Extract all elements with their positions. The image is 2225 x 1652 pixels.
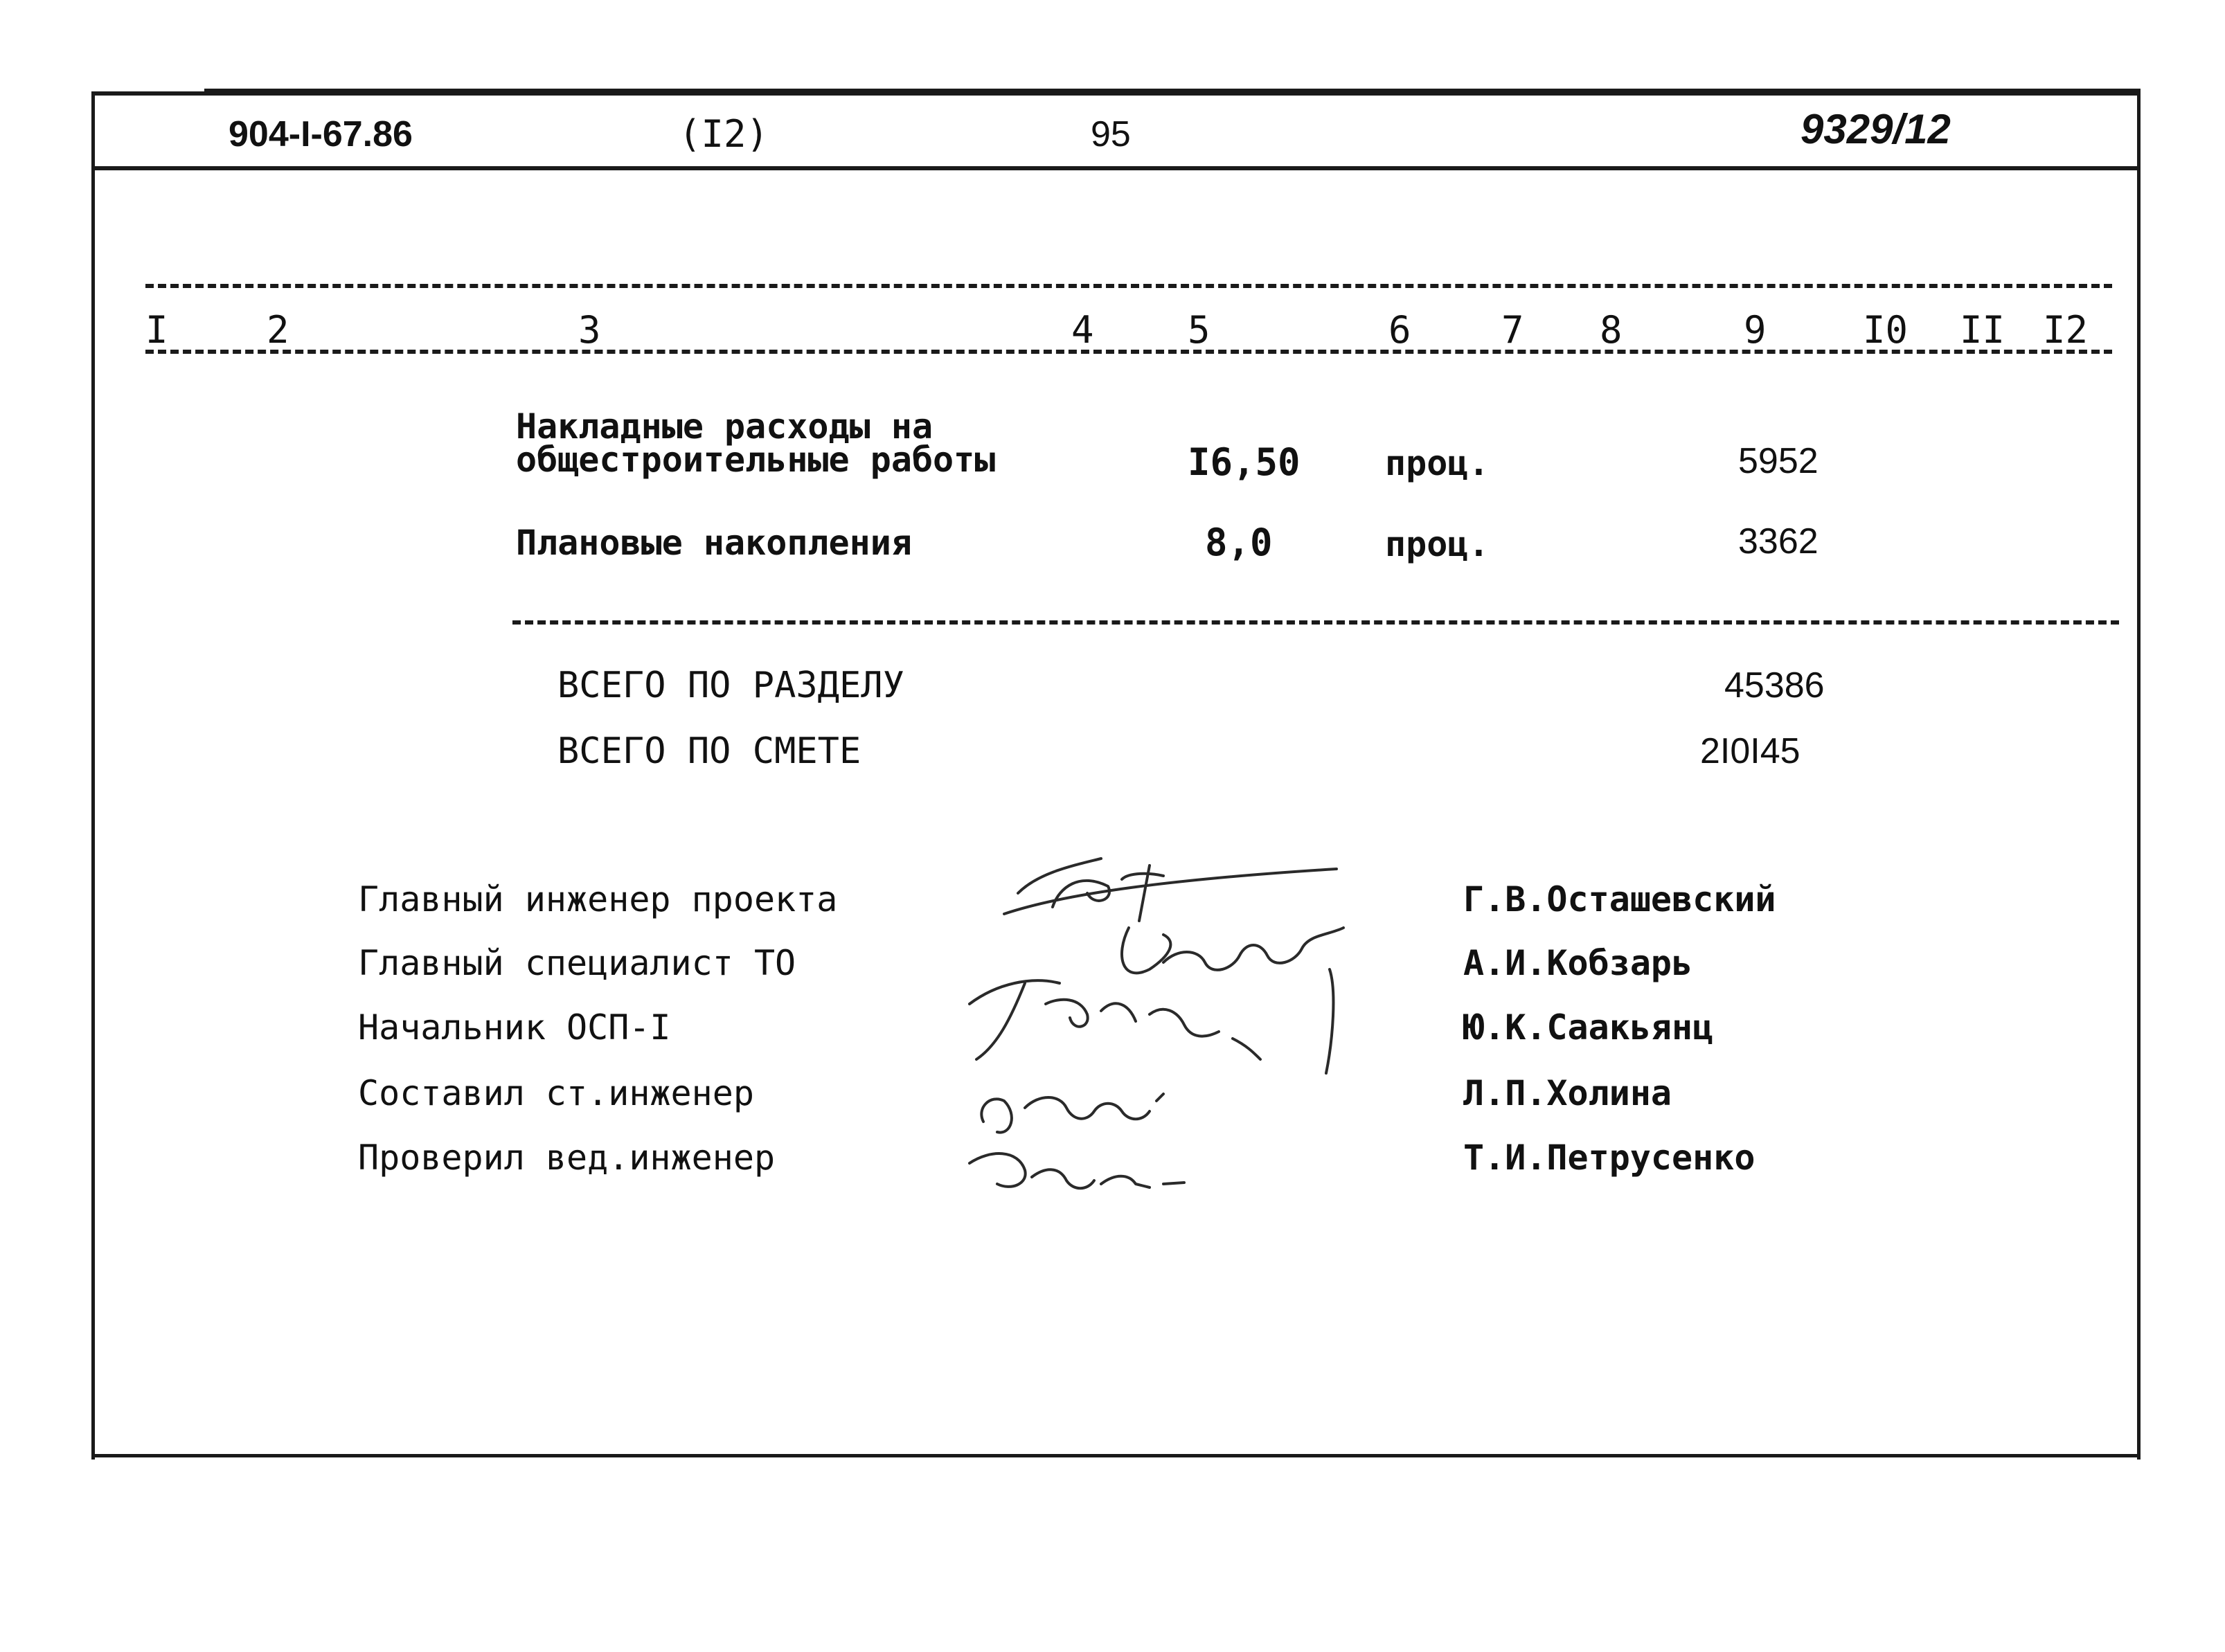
column-number: 2 (267, 308, 289, 352)
column-number: 5 (1188, 308, 1210, 352)
approval-role: Проверил вед.инженер (358, 1138, 776, 1178)
row-description-line1: Накладные расходы на (516, 406, 933, 447)
total-amount: 45386 (1724, 665, 1825, 706)
approval-name: Г.В.Осташевский (1463, 879, 1776, 919)
archive-number: 9329/12 (1800, 106, 1951, 152)
frame-left (91, 94, 95, 1460)
total-amount: 2I0I45 (1700, 731, 1800, 771)
column-number: I2 (2043, 308, 2089, 352)
approval-name: Ю.К.Саакьянц (1463, 1007, 1714, 1048)
column-number: 7 (1501, 308, 1524, 352)
row-rate: 8,0 (1205, 521, 1273, 564)
frame-top (91, 91, 2141, 96)
column-number: 6 (1388, 308, 1411, 352)
signature-department-head (969, 980, 1260, 1059)
column-number: 8 (1600, 308, 1623, 352)
row-amount: 5952 (1738, 441, 1819, 481)
approval-name: А.И.Кобзарь (1463, 943, 1693, 983)
signature-chief-specialist (1122, 928, 1343, 1073)
column-number: 9 (1744, 308, 1767, 352)
page-number: 95 (1091, 114, 1131, 154)
signature-compiler (981, 1094, 1163, 1133)
approval-name: Т.И.Петрусенко (1463, 1138, 1755, 1178)
frame-right (2137, 94, 2141, 1460)
row-amount: 3362 (1738, 521, 1819, 562)
column-number: 3 (578, 308, 601, 352)
column-number: II (1960, 308, 2005, 352)
approval-name: Л.П.Холина (1463, 1073, 1672, 1113)
column-number: I (145, 308, 168, 352)
column-header-top-rule (145, 284, 2112, 288)
signature-checker (969, 1153, 1184, 1188)
approval-role: Главный специалист ТО (358, 943, 796, 983)
handwritten-signatures (942, 845, 1399, 1219)
column-number: 4 (1071, 308, 1094, 352)
header-rule (94, 166, 2138, 170)
row-unit: проц. (1385, 443, 1490, 483)
row-rate: I6,50 (1188, 440, 1301, 484)
approval-role: Начальник ОСП-I (358, 1007, 671, 1048)
sheet-index: (I2) (679, 112, 769, 156)
total-label: ВСЕГО ПО РАЗДЕЛУ (557, 665, 904, 706)
row-unit: проц. (1385, 524, 1490, 564)
document-code: 904-I-67.86 (229, 114, 413, 154)
column-number: I0 (1863, 308, 1909, 352)
total-label: ВСЕГО ПО СМЕТЕ (557, 730, 861, 772)
row-description: Плановые накопления (516, 523, 912, 563)
totals-separator (512, 620, 2119, 625)
signature-chief-engineer (1004, 859, 1337, 921)
approval-role: Главный инженер проекта (358, 879, 838, 919)
frame-bottom (91, 1454, 2141, 1457)
column-header-bottom-rule (145, 350, 2112, 354)
row-description-line2: общестроительные работы (516, 440, 996, 480)
approval-role: Составил ст.инженер (358, 1073, 754, 1113)
